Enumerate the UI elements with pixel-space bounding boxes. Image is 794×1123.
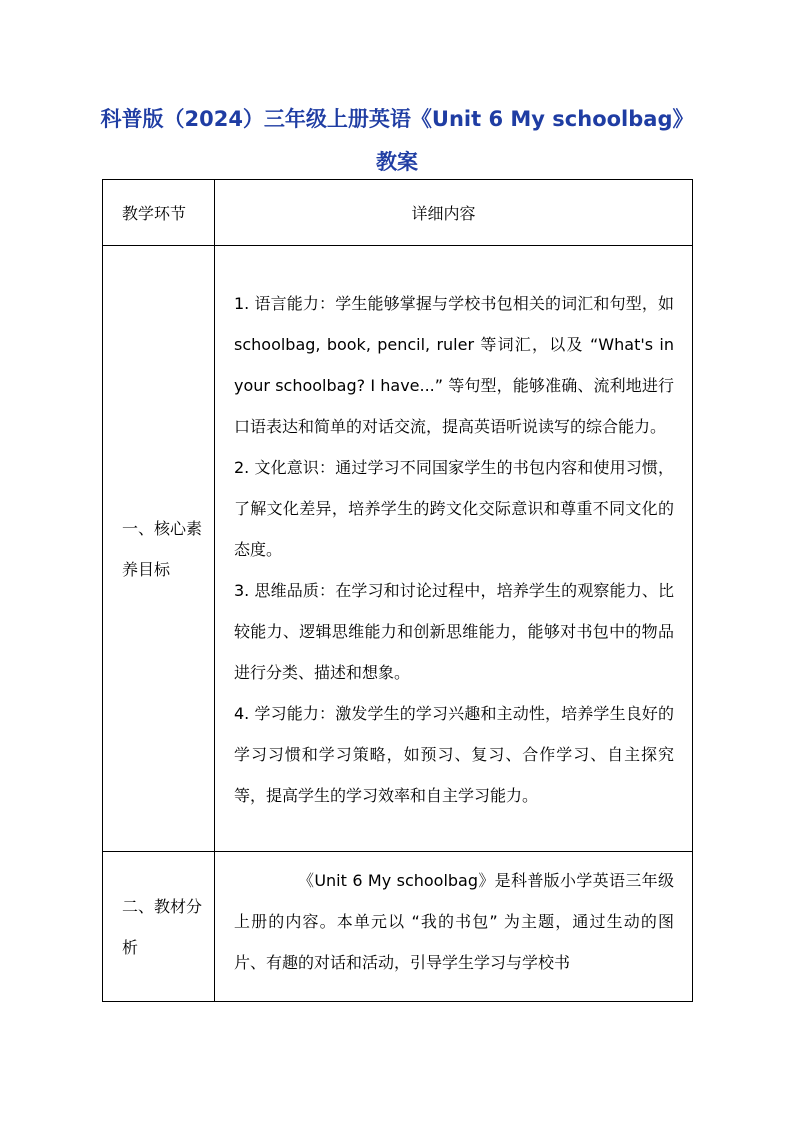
- header-teaching-stage: 教学环节: [103, 180, 215, 246]
- table-row: [103, 246, 693, 852]
- row-label-cell: [103, 246, 215, 852]
- row-content-cell: [215, 852, 693, 1002]
- textbook-analysis-text: 《Unit 6 My schoolbag》是科普版小学英语三年级上册的内容。本单元以 “我的书包” 为主题，通过生动的图片、有趣的对话和活动，引导学生学习与学校书: [234, 871, 674, 972]
- row-label-cell: [103, 852, 215, 1002]
- goal-language-ability: 1. 语言能力：学生能够掌握与学校书包相关的词汇和句型，如 schoolbag, book, pencil, ruler 等词汇，以及 “What's in your schoolbag? I have...” 等句型，能够准确、流利地进行口语表达和简单的对话交流，提高英语听说读写的综合能力。: [234, 294, 674, 436]
- document-title-line2: 教案: [376, 150, 418, 174]
- goal-cultural-awareness: 2. 文化意识：通过学习不同国家学生的书包内容和使用习惯，了解文化差异，培养学生的跨文化交际意识和尊重不同文化的态度。: [234, 458, 674, 559]
- row-content-cell: [215, 246, 693, 852]
- table-row: [103, 852, 693, 1002]
- document-title: 科普版（2024）三年级上册英语《Unit 6 My schoolbag》: [100, 107, 694, 131]
- table-header-row: [103, 180, 693, 246]
- goal-thinking-quality: 3. 思维品质：在学习和讨论过程中，培养学生的观察能力、比较能力、逻辑思维能力和创新思维能力，能够对书包中的物品进行分类、描述和想象。: [234, 581, 674, 682]
- header-detailed-content: 详细内容: [215, 180, 693, 246]
- goal-learning-ability: 4. 学习能力：激发学生的学习兴趣和主动性，培养学生良好的学习习惯和学习策略，如预习、复习、合作学习、自主探究等，提高学生的学习效率和自主学习能力。: [234, 704, 674, 805]
- row-label: 二、教材分析: [122, 896, 203, 957]
- lesson-plan-table: [102, 179, 693, 1002]
- row-label: 一、核心素养目标: [122, 518, 203, 579]
